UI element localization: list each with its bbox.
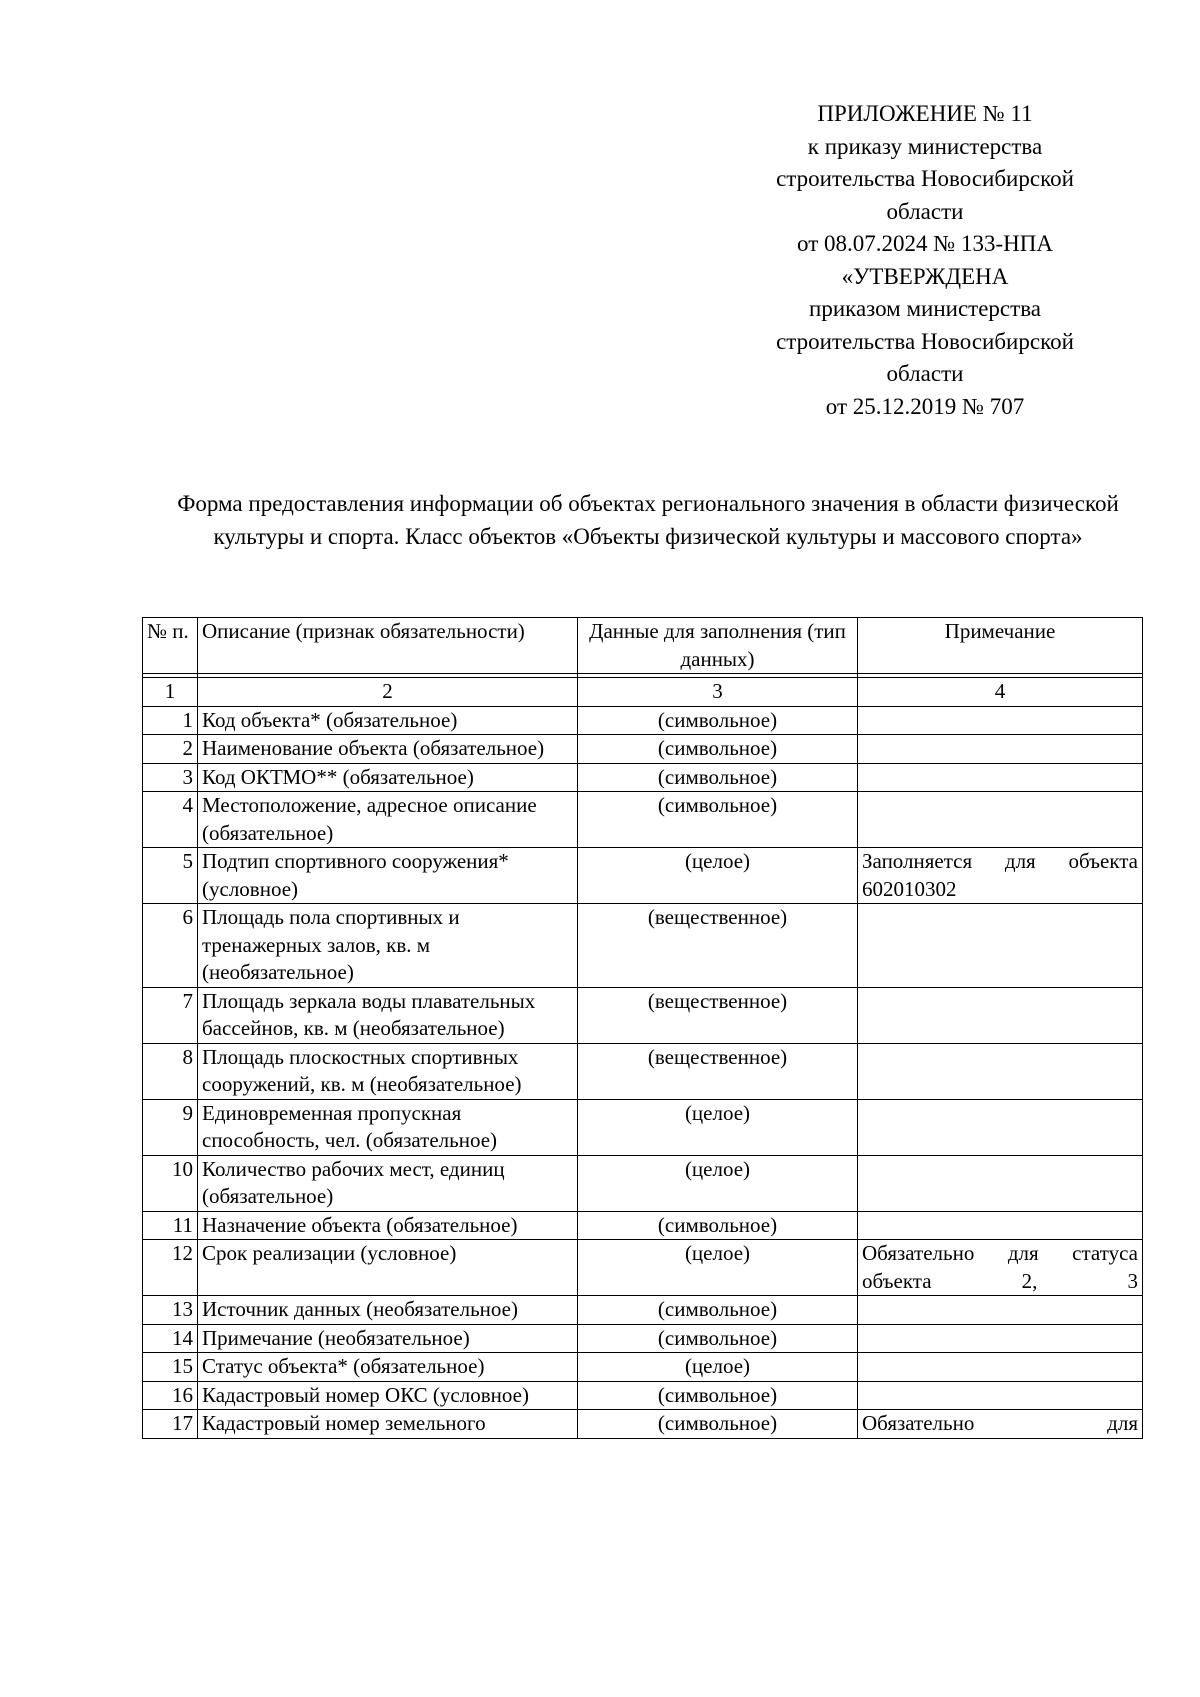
document-title: Форма предоставления информации об объектах регионального значения в области физической культуры и спорта. Класс объектов «Объекты физической культуры и массового спорта»	[177, 491, 1119, 549]
row-description: Статус объекта* (обязательное)	[198, 1353, 578, 1382]
table-index-row	[143, 678, 1143, 707]
header-line: «УТВЕРЖДЕНА	[841, 263, 1009, 289]
row-number: 7	[143, 987, 198, 1043]
row-description: Назначение объекта (обязательное)	[198, 1211, 578, 1240]
header-line: к приказу министерства	[807, 133, 1043, 159]
table-row	[143, 904, 1143, 988]
row-data-type: (вещественное)	[578, 904, 858, 988]
row-number: 13	[143, 1296, 198, 1325]
table-row	[143, 792, 1143, 848]
row-note	[858, 792, 1143, 848]
table-header-row	[143, 618, 1143, 674]
row-note	[858, 987, 1143, 1043]
row-number: 16	[143, 1381, 198, 1410]
table-row	[143, 1324, 1143, 1353]
row-data-type: (вещественное)	[578, 987, 858, 1043]
row-description: Код объекта* (обязательное)	[198, 706, 578, 735]
index-cell: 2	[198, 678, 578, 707]
header-type: Данные для заполнения (тип данных)	[578, 618, 858, 674]
row-number: 12	[143, 1240, 198, 1296]
row-description: Кадастровый номер земельного	[198, 1410, 578, 1439]
row-data-type: (целое)	[578, 1099, 858, 1155]
row-note	[858, 1353, 1143, 1382]
row-number: 1	[143, 706, 198, 735]
row-data-type: (целое)	[578, 1240, 858, 1296]
row-note	[858, 904, 1143, 988]
row-data-type: (символьное)	[578, 1381, 858, 1410]
appendix-header	[735, 98, 1115, 423]
row-note	[858, 706, 1143, 735]
table-row	[143, 1240, 1143, 1296]
row-data-type: (символьное)	[578, 735, 858, 764]
row-description: Кадастровый номер ОКС (условное)	[198, 1381, 578, 1410]
row-description: Площадь пола спортивных и тренажерных залов, кв. м (необязательное)	[198, 904, 578, 988]
row-description: Примечание (необязательное)	[198, 1324, 578, 1353]
row-description: Площадь плоскостных спортивных сооружений, кв. м (необязательное)	[198, 1043, 578, 1099]
row-data-type: (символьное)	[578, 792, 858, 848]
header-line: области	[886, 361, 964, 386]
table-row	[143, 848, 1143, 904]
row-note	[858, 1211, 1143, 1240]
row-note	[858, 1296, 1143, 1325]
row-data-type: (целое)	[578, 1155, 858, 1211]
header-line: строительства Новосибирской	[776, 166, 1074, 191]
row-data-type: (вещественное)	[578, 1043, 858, 1099]
table-row	[143, 1296, 1143, 1325]
row-number: 6	[143, 904, 198, 988]
table-row	[143, 1155, 1143, 1211]
header-line: от 08.07.2024 № 133-НПА	[797, 231, 1053, 256]
row-data-type: (символьное)	[578, 1324, 858, 1353]
header-line: приказом министерства	[809, 296, 1041, 321]
row-note	[858, 1324, 1143, 1353]
row-description: Единовременная пропускная способность, чел. (обязательное)	[198, 1099, 578, 1155]
row-note	[858, 735, 1143, 764]
row-description: Код ОКТМО** (обязательное)	[198, 763, 578, 792]
row-note	[858, 763, 1143, 792]
row-data-type: (символьное)	[578, 1211, 858, 1240]
table-row	[143, 706, 1143, 735]
index-cell: 3	[578, 678, 858, 707]
table-row	[143, 763, 1143, 792]
row-number: 8	[143, 1043, 198, 1099]
row-note: Обязательно для	[858, 1410, 1143, 1439]
table-row	[143, 1381, 1143, 1410]
row-number: 4	[143, 792, 198, 848]
row-description: Подтип спортивного сооружения* (условное)	[198, 848, 578, 904]
row-number: 15	[143, 1353, 198, 1382]
header-line: области	[886, 198, 964, 224]
row-description: Площадь зеркала воды плавательных бассейнов, кв. м (необязательное)	[198, 987, 578, 1043]
header-note: Примечание	[858, 618, 1143, 674]
row-data-type: (символьное)	[578, 763, 858, 792]
table-row	[143, 987, 1143, 1043]
row-note	[858, 1099, 1143, 1155]
row-data-type: (символьное)	[578, 1410, 858, 1439]
row-number: 5	[143, 848, 198, 904]
row-data-type: (символьное)	[578, 706, 858, 735]
row-note: Обязательно для статуса объекта 2, 3	[858, 1240, 1143, 1296]
row-note	[858, 1043, 1143, 1099]
header-desc: Описание (признак обязательности)	[198, 618, 578, 674]
row-description: Источник данных (необязательное)	[198, 1296, 578, 1325]
table-row	[143, 1410, 1143, 1439]
row-data-type: (символьное)	[578, 1296, 858, 1325]
row-number: 11	[143, 1211, 198, 1240]
index-cell: 4	[858, 678, 1143, 707]
row-number: 2	[143, 735, 198, 764]
row-note: Заполняется для объекта 602010302	[858, 848, 1143, 904]
row-description: Наименование объекта (обязательное)	[198, 735, 578, 764]
row-number: 14	[143, 1324, 198, 1353]
row-description: Местоположение, адресное описание (обязательное)	[198, 792, 578, 848]
form-table	[142, 617, 1143, 1439]
header-line: ПРИЛОЖЕНИЕ № 11	[817, 101, 1033, 126]
header-line: от 25.12.2019 № 707	[825, 393, 1025, 419]
header-line: строительства Новосибирской	[776, 328, 1074, 354]
row-note	[858, 1381, 1143, 1410]
table-row	[143, 735, 1143, 764]
row-data-type: (целое)	[578, 1353, 858, 1382]
row-number: 3	[143, 763, 198, 792]
row-description: Количество рабочих мест, единиц (обязательное)	[198, 1155, 578, 1211]
row-note	[858, 1155, 1143, 1211]
row-number: 9	[143, 1099, 198, 1155]
header-num: № п.	[143, 618, 198, 674]
row-number: 17	[143, 1410, 198, 1439]
row-number: 10	[143, 1155, 198, 1211]
row-description: Срок реализации (условное)	[198, 1240, 578, 1296]
table-row	[143, 1353, 1143, 1382]
index-cell: 1	[143, 678, 198, 707]
table-row	[143, 1211, 1143, 1240]
table-row	[143, 1043, 1143, 1099]
table-row	[143, 1099, 1143, 1155]
row-data-type: (целое)	[578, 848, 858, 904]
